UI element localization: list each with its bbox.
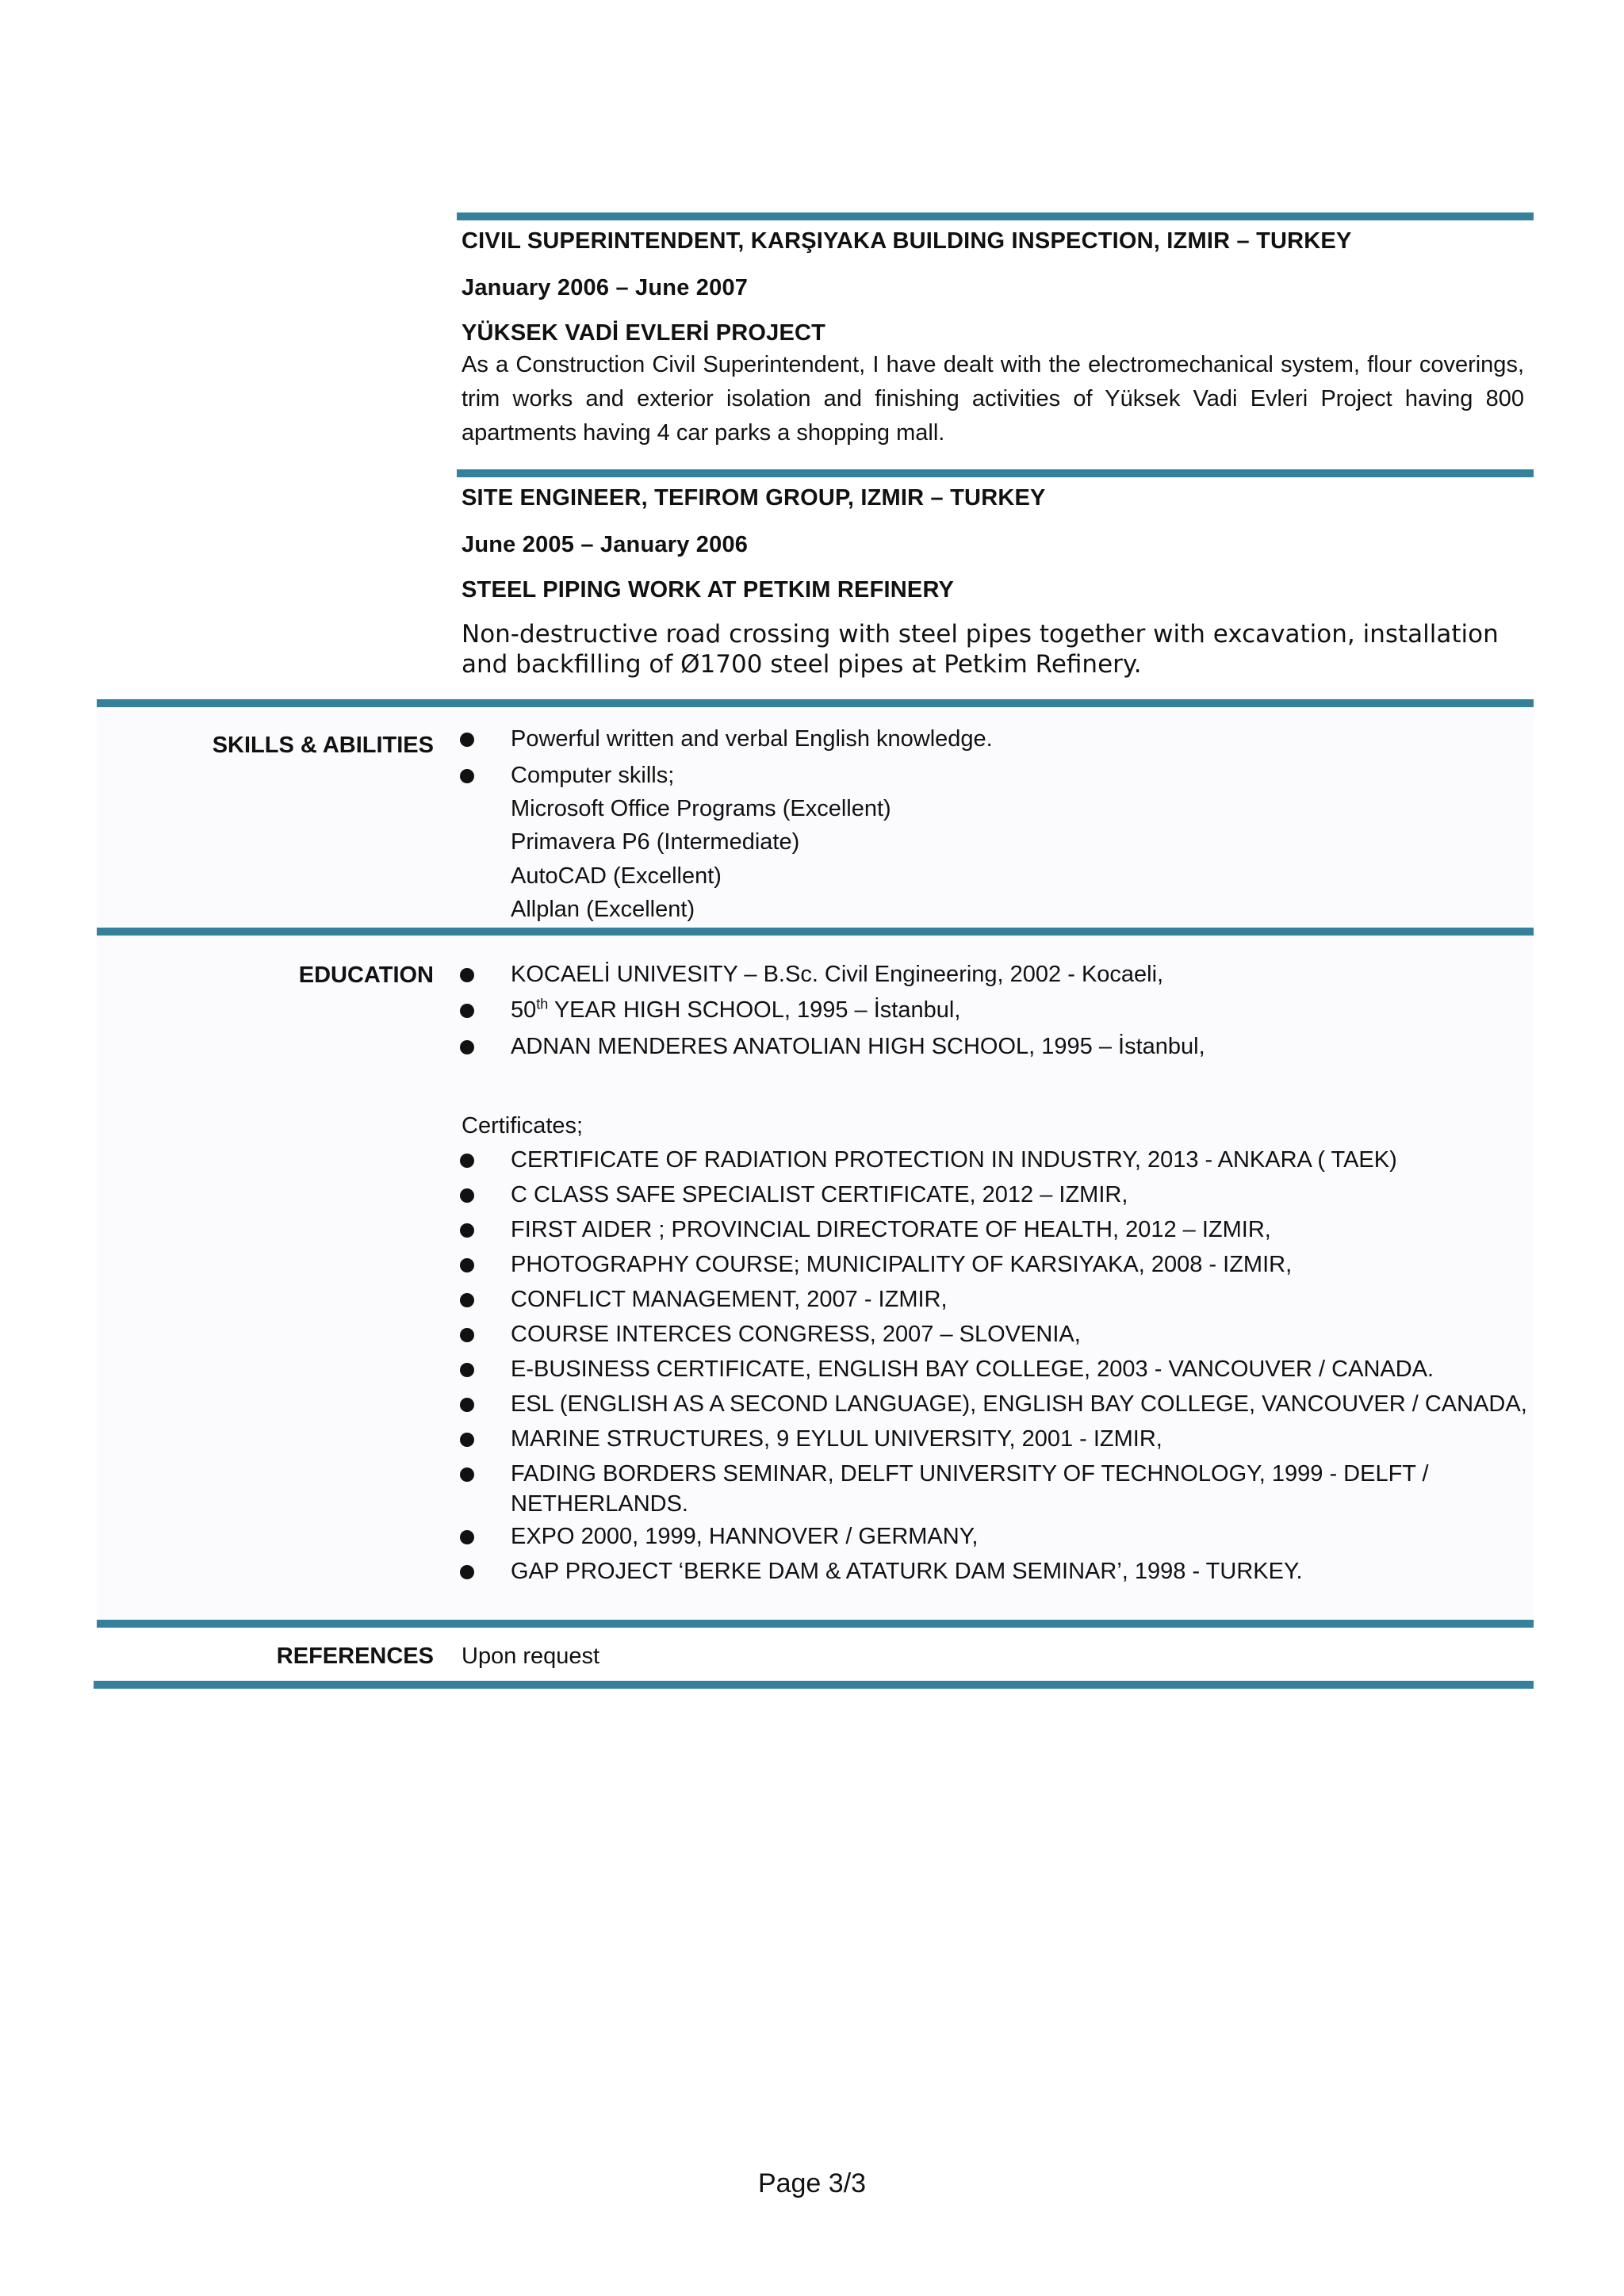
bullet-icon [460, 1040, 474, 1054]
references-value: Upon request [462, 1644, 600, 1669]
certificate-item: MARINE STRUCTURES, 9 EYLUL UNIVERSITY, 2001 - IZMIR, [511, 1426, 1162, 1452]
job-dates: June 2005 – January 2006 [462, 532, 749, 557]
certificate-item: E-BUSINESS CERTIFICATE, ENGLISH BAY COLLEGE, 2003 - VANCOUVER / CANADA. [511, 1357, 1434, 1382]
bullet-icon [460, 1293, 474, 1307]
skill-item: Powerful written and verbal English knowledge. [511, 726, 993, 752]
job-description: As a Construction Civil Superintendent, I have dealt with the electromechanical system, flour coverings, trim works and exterior isolation and finishing activities of Yüksek Vadi Evleri Project having 800 apartments having 4 car parks a shopping mall. [462, 352, 1524, 446]
job-title: CIVIL SUPERINTENDENT, KARŞIYAKA BUILDING INSPECTION, IZMIR – TURKEY [462, 228, 1352, 254]
job-description: Non-destructive road crossing with steel pipes together with excavation, installation and backfilling of Ø1700 steel pipes at Petkim Refinery. [462, 620, 1499, 679]
education-year: 50 [511, 997, 537, 1023]
bullet-icon [460, 733, 474, 747]
divider-rule [457, 469, 1534, 477]
divider-rule [97, 1620, 1534, 1628]
certificate-item: FADING BORDERS SEMINAR, DELFT UNIVERSITY OF TECHNOLOGY, 1999 - DELFT / [511, 1461, 1429, 1487]
job-dates: January 2006 – June 2007 [462, 275, 749, 300]
job-title: SITE ENGINEER, TEFIROM GROUP, IZMIR – TURKEY [462, 485, 1046, 511]
bullet-icon [460, 1188, 474, 1203]
references-heading: REFERENCES [276, 1644, 434, 1669]
skill-subitem: AutoCAD (Excellent) [511, 863, 722, 889]
bullet-icon [460, 1530, 474, 1544]
certificates-label: Certificates; [462, 1113, 584, 1138]
bullet-icon [460, 1154, 474, 1168]
bullet-icon [460, 968, 474, 982]
project-name: STEEL PIPING WORK AT PETKIM REFINERY [462, 577, 955, 603]
education-item [511, 996, 960, 1024]
certificate-item: C CLASS SAFE SPECIALIST CERTIFICATE, 2012 – IZMIR, [511, 1182, 1128, 1207]
bullet-icon [460, 1565, 474, 1579]
bullet-icon [460, 1258, 474, 1272]
bullet-icon [460, 769, 474, 783]
skill-subitem: Allplan (Excellent) [511, 897, 695, 922]
certificate-item: ESL (ENGLISH AS A SECOND LANGUAGE), ENGLISH BAY COLLEGE, VANCOUVER / CANADA, [511, 1391, 1527, 1417]
certificate-item: FIRST AIDER ; PROVINCIAL DIRECTORATE OF HEALTH, 2012 – IZMIR, [511, 1217, 1271, 1242]
education-heading: EDUCATION [298, 962, 434, 988]
divider-rule [97, 928, 1534, 936]
ordinal-suffix: th [536, 996, 549, 1012]
education-item: ADNAN MENDERES ANATOLIAN HIGH SCHOOL, 1995 – İstanbul, [511, 1034, 1205, 1059]
certificate-item: EXPO 2000, 1999, HANNOVER / GERMANY, [511, 1524, 979, 1549]
certificate-item: CERTIFICATE OF RADIATION PROTECTION IN INDUSTRY, 2013 - ANKARA ( TAEK) [511, 1147, 1397, 1173]
page-number: Page 3/3 [757, 2168, 867, 2198]
bullet-icon [460, 1328, 474, 1342]
education-detail: YEAR HIGH SCHOOL, 1995 – İstanbul, [548, 997, 961, 1023]
education-item: KOCAELİ UNIVESITY – B.Sc. Civil Engineering, 2002 - Kocaeli, [511, 962, 1164, 987]
divider-rule [457, 212, 1534, 220]
skill-subitem: Microsoft Office Programs (Excellent) [511, 796, 891, 821]
divider-rule [94, 1681, 1534, 1689]
divider-rule [97, 699, 1534, 707]
bullet-icon [460, 1004, 474, 1018]
certificate-item: CONFLICT MANAGEMENT, 2007 - IZMIR, [511, 1287, 948, 1312]
certificate-item: PHOTOGRAPHY COURSE; MUNICIPALITY OF KARSIYAKA, 2008 - IZMIR, [511, 1252, 1293, 1277]
bullet-icon [460, 1223, 474, 1238]
certificate-item: COURSE INTERCES CONGRESS, 2007 – SLOVENIA, [511, 1322, 1081, 1347]
skills-heading: SKILLS & ABILITIES [212, 733, 434, 758]
certificate-item-continuation: NETHERLANDS. [511, 1491, 688, 1517]
bullet-icon [460, 1398, 474, 1412]
skill-item: Computer skills; [511, 763, 675, 788]
bullet-icon [460, 1363, 474, 1377]
certificate-item: GAP PROJECT ‘BERKE DAM & ATATURK DAM SEMINAR’, 1998 - TURKEY. [511, 1559, 1303, 1584]
bullet-icon [460, 1468, 474, 1482]
project-name: YÜKSEK VADİ EVLERİ PROJECT [462, 320, 826, 346]
skill-subitem: Primavera P6 (Intermediate) [511, 829, 800, 855]
bullet-icon [460, 1433, 474, 1447]
